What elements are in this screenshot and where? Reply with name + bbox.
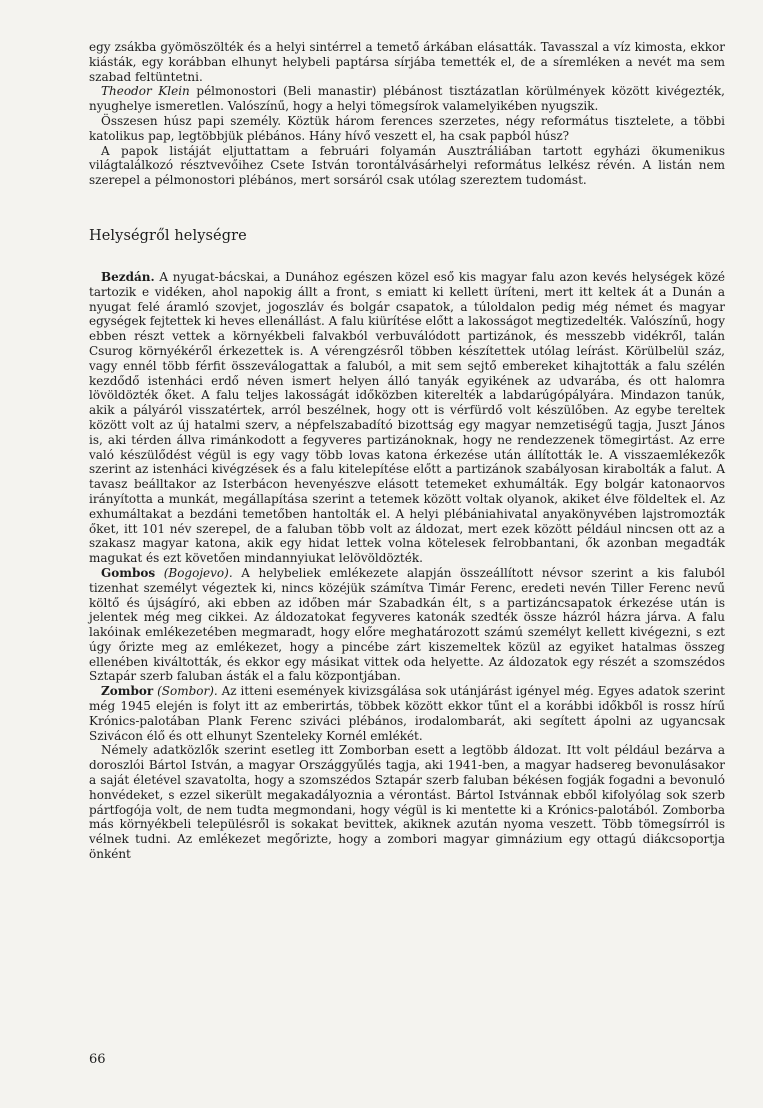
entry-place-name: Zombor [101, 684, 154, 699]
entry-text: A nyugat-bácskai, a Dunához egészen közel eső kis magyar falu azon kevés helységek közé tartozik e vidéken, ahol napokig állt a front, s emiatt ki kellett üríteni, mert itt keltek át a Dunán a nyugat felé áramló szovjet, jogoszláv és bolgár csapatok, a túloldalon pedig még német és magyar egységek fejtettek ki heves ellenállást. A falu kiürítése előtt a lakosságot megtizedelték. Valószínű, hogy ebben részt vettek a környékbeli falvakból verbuválódott partizánok, és messzebb vidékről, talán Csurog környékéről érkezettek is. A vérengzésről többen készítettek utólag leírást. Körülbelül száz, vagy ennél több férfit összeválogattak a faluból, a mit sem sejtő embereket kihajtották a falu szélén kezdődő istenháci erdő néven ismert helyen álló tanyák egyikének az udvarába, és ott halomra lövöldözték őket. A falu teljes lakosságát időközben kiterelték a labdarúgópályára. Mindazon tanúk, akik a pályáról visszatértek, arról beszélnek, hogy ott is vérfürdő volt készülőben. Az egybe tereltek között volt az új hatalmi szerv, a népfelszabadító bizottság egy magyar nemzetiségű tagja, Juszt János is, aki térden állva rimánkodott a fegyveres partizánoknak, hogy ne rendezzenek tömegirtást. Az erre való készülődést végül is egy vagy több lovas katona érkezése után állították le. A visszaemlékezők szerint az istenháci kivégzések és a falu kitelepítése előtt a partizánok szabályosan kirabolták a falut. A tavasz beálltakor az Isterbácon hevenyészve elásott tetemeket exhumálták. Egy bolgár katonaorvos irányította a munkát, megállapítása szerint a tetemek között voltak olyanok, akiket élve földeltek el. Az exhumáltakat a bezdáni temetőben hantolták el. A helyi plébániahivatal anyakönyvében lajstromozták őket, itt 101 név szerepel, de a faluban több volt az áldozat, mert ezek között például nincsen ott az a szakasz magyar katona, akik egy hidat lettek volna kötelesek felrobbantani, ők azonban megadták magukat és ezt követően mindannyiukat lelövöldözték. [89, 269, 725, 566]
section-heading: Helységről helységre [89, 227, 247, 244]
entry-bezdan [89, 270, 725, 566]
entry-zombor-continued [89, 743, 725, 861]
entry-gombos [89, 566, 725, 684]
intro-paragraph-1: egy zsákba gyömöszölték és a helyi sintérrel a temető árkában elásatták. Tavasszal a víz kimosta, ekkor kiásták, egy korábban elhunyt helybeli paptársa sírjába temették el, de a síremléken a nevét ma sem szabad feltüntetni. [89, 40, 725, 84]
intro-paragraph-2 [89, 84, 725, 114]
entry-zombor [89, 684, 725, 743]
intro-paragraph-2-text: pélmonostori (Beli manastir) plébánost tisztázatlan körülmények között kivégezték, nyughelye ismeretlen. Valószínű, hogy a helyi tömegsírok valamelyikében nyugszik. [89, 84, 725, 114]
priest-name: Theodor Klein [101, 84, 190, 99]
page-number: 66 [89, 1052, 106, 1067]
intro-paragraph-4: A papok listáját eljuttattam a februári folyamán Ausztráliában tartott egyházi ökumenikus világtalálkozó résztvevőihez Csete István torontálvásárhelyi református lelkész révén. A listán nem szerepel a pélmonostori plébános, mert sorsáról csak utólag szereztem tudomást. [89, 143, 725, 188]
entry-place-name: Bezdán. [101, 269, 155, 284]
page-body [89, 40, 725, 862]
entry-text: Némely adatközlők szerint esetleg itt Zomborban esett a legtöbb áldozat. Itt volt például bezárva a doroszlói Bártol István, a magyar Országgyűlés tagja, aki 1941-ben, a magyar hadsereg bevonulásakor a saját életével szavatolta, hogy a szomszédos Sztapár szerb faluban békésen fogják fogadni a bevonuló honvédeket, s ezzel sikerült megakadályoznia a vérontást. Bártol Istvánnak ebből kifolyólag sok szerb pártfogója volt, de nem tudta megmondani, hogy végül is ki mentette ki a Krónics-palotából. Zomborba más környékbeli településről is sokakat bevittek, akiknek azután nyoma veszett. Több tömegsírról is vélnek tudni. Az emlékezet megőrizte, hogy a zombori magyar gimnázium egy ottagú diákcsoportja önként [89, 743, 725, 862]
entry-alt-name: (Bogojevo). [163, 565, 233, 580]
entry-place-name: Gombos [101, 565, 156, 580]
entry-text: A helybeliek emlékezete alapján összeállított névsor szerint a kis faluból tizenhat személyt végeztek ki, nincs közéjük számítva Timár Ferenc, eredeti nevén Tiller Ferenc nevű költő és újságíró, aki ebben az időben már Szabadkán élt, s a partizáncsapatok érkezése után is jelentek még meg cikkei. Az áldozatokat fegyveres katonák szedték össze házról házra járva. A falu lakóinak emlékezetében megmaradt, hogy előre meghatározott számú személyt kellett kivégezni, s ezt úgy őrizte meg az emlékezet, hogy a pincébe zárt kiszemeltek közül az egyiket hatalmas összeg ellenében kiváltották, és ekkor egy másikat vittek oda helyette. Az áldozatok egy részét a szomszédos Sztapár szerb faluban ásták el a falu központjában. [89, 565, 725, 684]
entry-text: Az itteni események kivizsgálása sok utánjárást igényel még. Egyes adatok szerint még 1945 elején is folyt itt az emberirtás, többek között ekkor tűnt el a korábbi időkből is rossz hírű Krónics-palotában Plank Ferenc sziváci plébános, irodalombarát, aki segített ápolni az ugyancsak Szivácon élő és ott elhunyt Szenteleky Kornél emlékét. [89, 684, 725, 743]
entry-alt-name: (Sombor). [157, 684, 218, 699]
intro-paragraph-3: Összesen húsz papi személy. Köztük három ferences szerzetes, négy református tisztelete, a többi katolikus pap, legtöbbjük plébános. Hány hívő veszett el, ha csak papból húsz? [89, 113, 725, 143]
